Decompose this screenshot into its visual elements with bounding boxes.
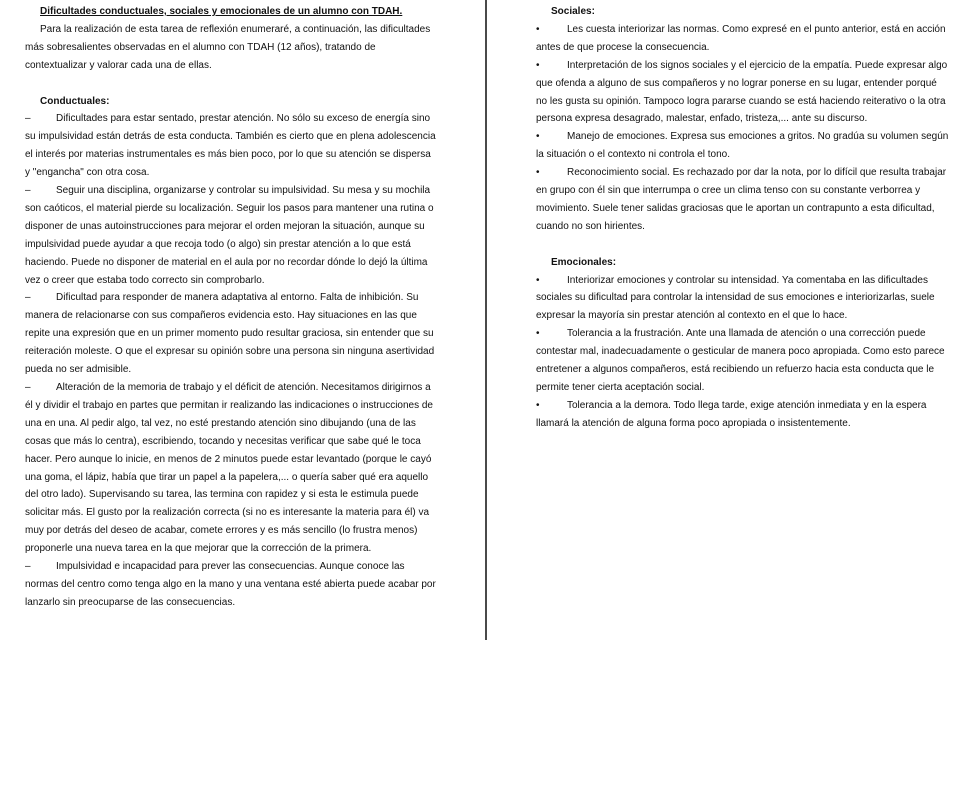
list-item-text: Dificultad para responder de manera adaptativa al entorno. Falta de inhibición. Su manera de relacionarse con sus compañeros evidencia esto. Hay situaciones en las que repite una expresión que en un primer momento pudo resultar graciosa, sin entender que su reiteración moleste. O que el expresar su opinión sobre una persona sin ninguna asertividad pueda no ser admisible.: [25, 292, 435, 376]
list-item: [536, 128, 950, 164]
bullet-marker: •: [536, 274, 540, 286]
list-item-text: Manejo de emociones. Expresa sus emociones a gritos. No gradúa su volumen según la situación o el contexto ni controla el tono.: [536, 131, 949, 161]
list-item: [536, 164, 950, 236]
document-title: Dificultades conductuales, sociales y emocionales de un alumno con TDAH.: [40, 6, 403, 17]
bullet-marker: •: [536, 399, 540, 411]
list-item: [536, 57, 950, 129]
intro-paragraph: Para la realización de esta tarea de reflexión enumeraré, a continuación, las dificultades más sobresalientes observadas en el alumno con TDAH (12 años), tratando de contextualizar y valorar cada una de ellas.: [25, 23, 431, 71]
list-item-text: Interpretación de los signos sociales y el ejercicio de la empatía. Puede expresar algo que ofenda a alguno de sus compañeros y no lograr ponerse en su lugar, entender porqué no les gusta su opinión. Tampoco logra pararse cuando se está haciendo reiterativo o la otra persona expresa desagrado, malestar, enfado, tristeza,... ante su discurso.: [536, 59, 948, 125]
list-item-text: Dificultades para estar sentado, prestar atención. No sólo su exceso de energía sino su impulsividad están detrás de esta conducta. También es cierto que en plena adolescencia el interés por materias instrumentales es más bien poco, por lo que su atención se dispersa y "engancha" con otra cosa.: [25, 113, 436, 179]
list-item-text: Tolerancia a la demora. Todo llega tarde, exige atención inmediata y en la espera llamará la atención de alguna forma poco apropiada o insistentemente.: [536, 399, 927, 429]
column-divider: [485, 0, 487, 640]
spacer: [25, 75, 437, 93]
list-item: [25, 379, 437, 558]
list-item: [536, 397, 950, 433]
list-item: [25, 110, 437, 182]
list-item: [25, 558, 437, 612]
bullet-marker: •: [536, 59, 540, 71]
dash-marker: –: [25, 185, 31, 197]
list-item: [25, 289, 437, 379]
list-item-text: Tolerancia a la frustración. Ante una llamada de atención o una corrección puede contestar mal, inadecuadamente o gesticular de manera poco apropiada. Como esto parece entretener a algunos compañeros, está recibiendo un refuerzo hacia esta conducta que le permite tener cierta aceptación social.: [536, 328, 945, 394]
dash-marker: –: [25, 292, 31, 304]
list-item: [536, 21, 950, 57]
dash-marker: –: [25, 382, 31, 394]
list-item: [536, 272, 950, 326]
list-item-text: Impulsividad e incapacidad para prever las consecuencias. Aunque conoce las normas del centro como tenga algo en la mano y una ventana esté abierta puede acabar por lanzarlo sin preocuparse de las consecuencias.: [25, 561, 436, 608]
spacer: [536, 236, 950, 254]
list-item-text: Alteración de la memoria de trabajo y el déficit de atención. Necesitamos dirigirnos a él y dividir el trabajo en partes que permitan ir realizando las indicaciones o instrucciones de una en una. Al pedir algo, tal vez, no esté prestando atención sino dibujando (una de las cosas que más lo centra), escribiendo, tocando y necesitas verificar que sabe qué le toca hacer. Pero aunque lo inicie, en menos de 2 minutos puede estar levantado (porque le cayó una goma, el lápiz, había que tirar un papel a la papelera,... o quería saber qué era aquello del otro lado). Supervisando su tarea, las termina con rapidez y si esta le estimula puede solicitar más. El gusto por la realización correcta (si no es interesante la materia para él) va muy por detrás del deseo de acabar, comete errores y es más sencillo (lo frustra menos) proponerle una nueva tarea en la que mejorar que la corrección de la primera.: [25, 382, 433, 555]
bullet-marker: •: [536, 328, 540, 340]
section-heading-sociales: Sociales:: [551, 6, 595, 17]
left-column: [25, 3, 437, 612]
section-heading-conductuales: Conductuales:: [40, 95, 110, 107]
list-item: [536, 325, 950, 397]
list-item-text: Seguir una disciplina, organizarse y controlar su impulsividad. Su mesa y su mochila son caóticos, el material pierde su localización. Seguir los pasos para mantener una rutina o disponer de unas autoinstrucciones para mejorar el orden mejoran la situación, aunque su impulsividad puede ayudar a que recoja todo (o algo) sin prestar atención a lo que está haciendo. Puede no disponer de material en el aula por no recordar dónde lo dejó la última vez o creer que estaba todo correcto sin comprobarlo.: [25, 185, 434, 286]
list-item-text: Les cuesta interiorizar las normas. Como expresé en el punto anterior, está en acción antes de que procese la consecuencia.: [536, 23, 946, 53]
dash-marker: –: [25, 561, 31, 573]
right-column: [536, 3, 950, 433]
bullet-marker: •: [536, 23, 540, 35]
bullet-marker: •: [536, 167, 540, 179]
list-item: [25, 182, 437, 289]
list-item-text: Reconocimiento social. Es rechazado por dar la nota, por lo difícil que resulta trabajar en grupo con él sin que interrumpa o cree un clima tenso con su constante verborrea y movimiento. Suele tener salidas graciosas que le aportan un contrapunto a esta dificultad, cuando no son hirientes.: [536, 167, 947, 232]
bullet-marker: •: [536, 131, 540, 143]
section-heading-emocionales: Emocionales:: [551, 256, 617, 268]
dash-marker: –: [25, 113, 31, 125]
list-item-text: Interiorizar emociones y controlar su intensidad. Ya comentaba en las dificultades sociales su dificultad para controlar la intensidad de sus emociones e interiorizarlas, suele expresar la mayoría sin prestar atención al contexto en el que lo hace.: [536, 274, 935, 322]
